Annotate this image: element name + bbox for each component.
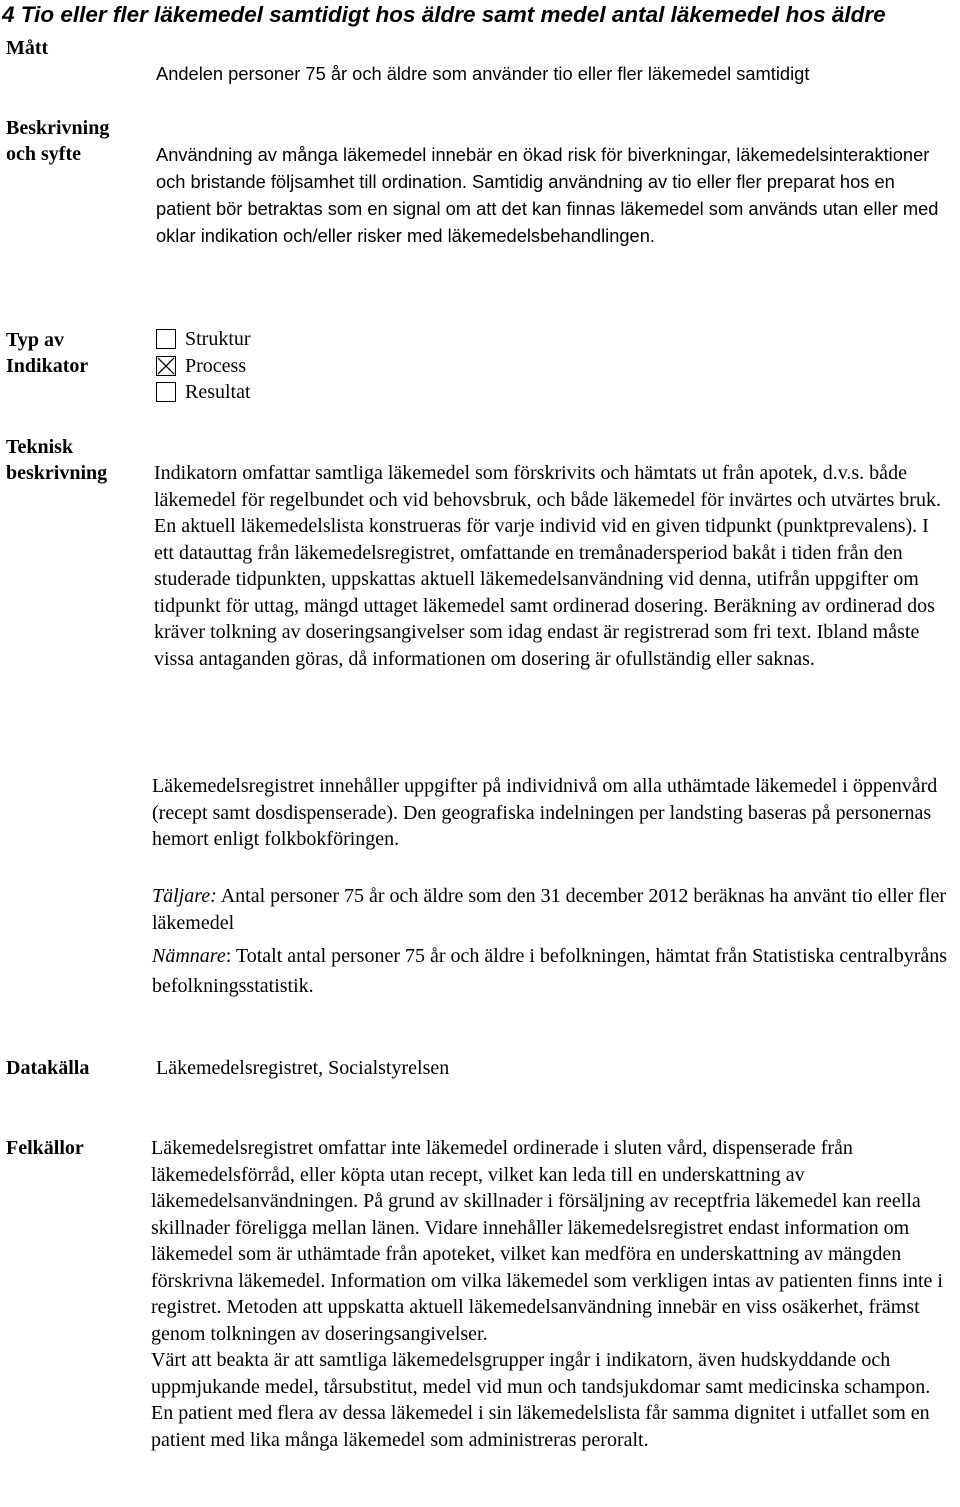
felkallor-paragraph-2: Värt att beakta är att samtliga läkemedelsgrupper ingår i indikatorn, även hudskyddande och uppmjukande medel, tårsubstitut, medel vid mun och tandsjukdomar samt medicinska schampon. En patient med flera av dessa läkemedel i sin läkemedelslista får samma dignitet i utfallet som en patient med lika många läkemedel som administreras peroralt. [151, 1349, 931, 1451]
label-beskrivning [6, 115, 109, 167]
indicator-type-checklist [156, 326, 456, 406]
checkbox-label-resultat: Resultat [185, 381, 251, 403]
checkbox-row-struktur[interactable] [156, 326, 456, 353]
teknisk-paragraph-2: En aktuell läkemedelslista konstrueras för varje individ vid en given tidpunkt (punktprevalens). I ett datauttag från läkemedelsregistret, omfattande en tremånadersperiod bakåt i tiden från den studerade tidpunkten, uppskattas aktuell läkemedelsanvändning vid denna, utifrån uppgifter om tidpunkt för uttag, mängd uttaget läkemedel samt ordinerad dosering. Beräkning av ordinerad dos kräver tolkning av doseringsangivelser som idag endast är registrerad som fri text. Ibland måste vissa antaganden göras, då informationen om dosering är ofullständig eller saknas. [154, 515, 935, 670]
felkallor-content [151, 1135, 951, 1453]
checkbox-resultat[interactable] [156, 382, 176, 402]
section-heading: 4 Tio eller fler läkemedel samtidigt hos äldre samt medel antal läkemedel hos äldre [2, 2, 886, 27]
teknisk-paragraph-3: Läkemedelsregistret innehåller uppgifter på individnivå om alla uthämtade läkemedel i öppenvård (recept samt dosdispenserade). Den geografiska indelningen per landsting baseras på personernas hemort enligt folkbokföringen. [152, 775, 938, 850]
label-beskrivning-line2: och syfte [6, 143, 81, 165]
datakalla-text: Läkemedelsregistret, Socialstyrelsen [156, 1057, 450, 1079]
label-teknisk-line1: Teknisk [6, 436, 74, 458]
beskrivning-text: Användning av många läkemedel innebär en ökad risk för biverkningar, läkemedelsinteraktioner och bristande följsamhet till ordination. Samtidig användning av tio eller fler preparat hos en patient bör betraktas som en signal om att det kan finnas läkemedel som används utan eller med oklar indikation och/eller risker med läkemedelsbehandlingen. [156, 144, 939, 246]
checkbox-label-struktur: Struktur [185, 328, 251, 350]
taljare-term: Täljare: [152, 885, 217, 907]
label-felkallor: Felkällor [6, 1137, 84, 1159]
teknisk-paragraph-1: Indikatorn omfattar samtliga läkemedel som förskrivits och hämtats ut från apotek, d.v.s. både läkemedel för regelbundet och vid behovsbruk, och både läkemedel för invärtes och utvärtes bruk. [154, 462, 941, 511]
taljare-paragraph [152, 883, 948, 936]
label-typ-line2: Indikator [6, 355, 89, 377]
label-beskrivning-line1: Beskrivning [6, 117, 110, 139]
label-matt: Mått [6, 37, 49, 59]
felkallor-paragraph-1: Läkemedelsregistret omfattar inte läkemedel ordinerade i sluten vård, dispenserade från läkemedelsförråd, eller köpta utan recept, vilket kan leda till en underskattning av läkemedelsanvändningen. På grund av skillnader i försäljning av receptfria läkemedel kan reella skillnader föreligga mellan länen. Vidare innehåller läkemedelsregistret endast information om läkemedel som är uthämtade från apoteket, vilket kan medföra en underskattning av mängden förskrivna läkemedel. Information om vilka läkemedel som verkligen intas av patienten finns inte i registret. Metoden att uppskatta aktuell läkemedelsanvändning innebär en viss osäkerhet, främst genom tolkningen av doseringsangivelser. [151, 1137, 943, 1345]
label-teknisk-line2: beskrivning [6, 462, 108, 484]
label-datakalla: Datakälla [6, 1057, 90, 1079]
checkbox-row-resultat[interactable] [156, 379, 456, 406]
label-teknisk [6, 434, 107, 486]
checkbox-process[interactable] [156, 356, 176, 376]
matt-text: Andelen personer 75 år och äldre som använder tio eller fler läkemedel samtidigt [156, 63, 810, 84]
namnare-paragraph [152, 941, 948, 1001]
taljare-text: Antal personer 75 år och äldre som den 31 december 2012 beräknas ha använt tio eller fler läkemedel [152, 885, 946, 934]
label-typ-line1: Typ av [6, 329, 64, 351]
checkbox-row-process[interactable] [156, 353, 456, 380]
checkbox-label-process: Process [185, 354, 247, 377]
checkbox-struktur[interactable] [156, 329, 176, 349]
label-typ [6, 327, 88, 379]
namnare-text: : Totalt antal personer 75 år och äldre i befolkningen, hämtat från Statistiska centralbyråns befolkningsstatistik. [152, 945, 948, 997]
teknisk-content [154, 460, 944, 672]
namnare-term: Nämnare [152, 945, 226, 967]
